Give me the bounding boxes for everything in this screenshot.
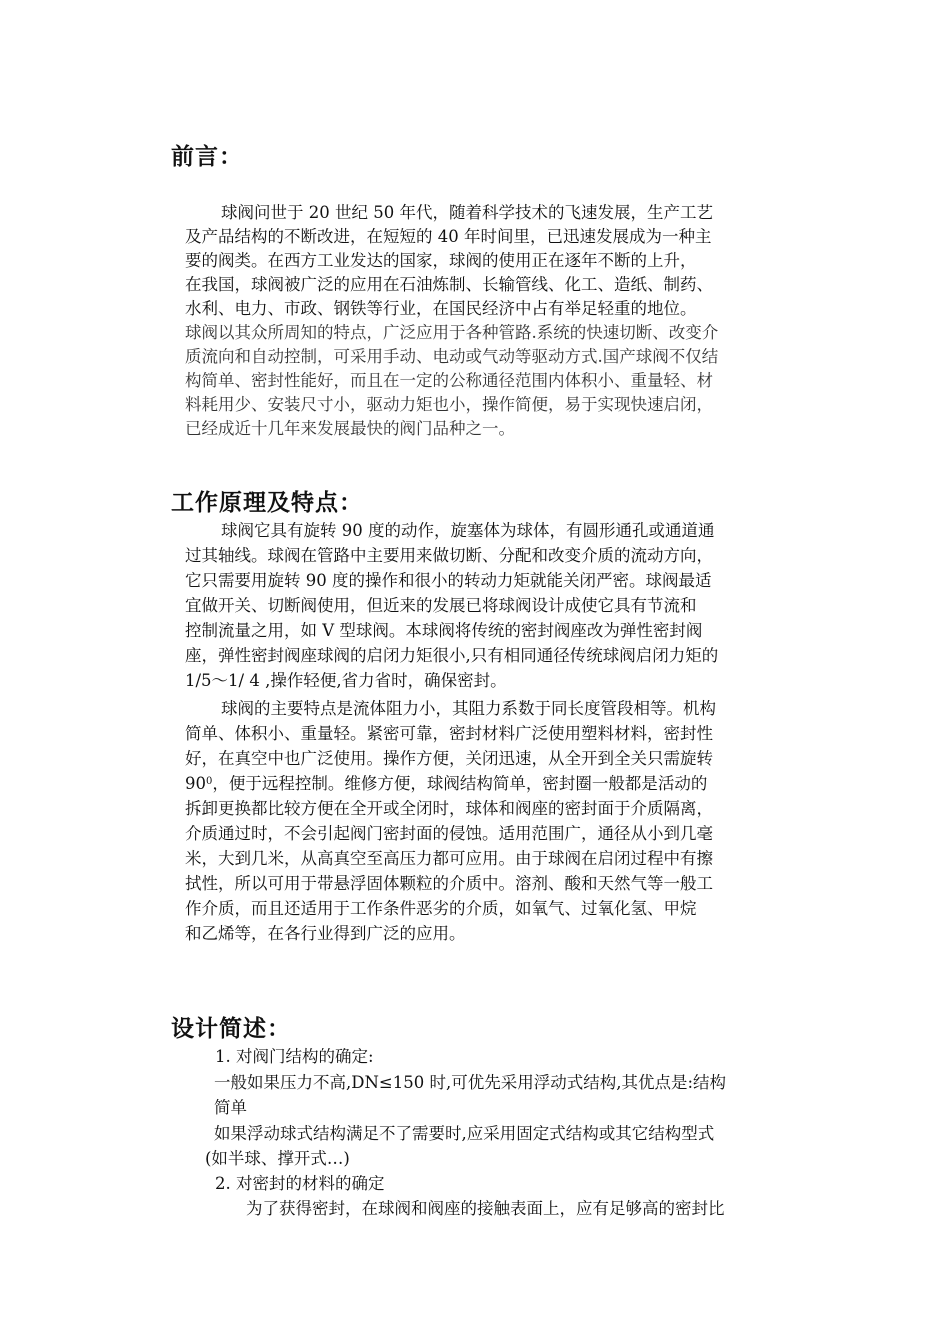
principle-line: 和乙烯等，在各行业得到广泛的应用。 — [185, 924, 466, 943]
design-list-item: 1. 对阀门结构的确定: — [215, 1047, 374, 1066]
principle-line: 过其轴线。球阀在管路中主要用来做切断、分配和改变介质的流动方向， — [185, 546, 713, 565]
design-line: 如果浮动球式结构满足不了需要时,应采用固定式结构或其它结构型式 — [214, 1124, 715, 1143]
preface-line: 质流向和自动控制，可采用手动、电动或气动等驱动方式.国产球阀不仅结 — [185, 347, 719, 366]
principle-line: 宜做开关、切断阀使用，但近来的发展已将球阀设计成使它具有节流和 — [185, 596, 697, 615]
preface-line: 要的阀类。在西方工业发达的国家，球阀的使用正在逐年不断的上升， — [185, 251, 697, 270]
principle-line: 拆卸更换都比较方便在全开或全闭时，球体和阀座的密封面于介质隔离， — [185, 799, 713, 818]
principle-line: 座，弹性密封阀座球阀的启闭力矩很小,只有相同通径传统球阀启闭力矩的 — [185, 646, 719, 665]
design-heading: 设计简述： — [171, 1016, 291, 1042]
preface-line: 球阀问世于 20 世纪 50 年代，随着科学技术的飞速发展，生产工艺 — [221, 203, 713, 222]
principle-heading: 工作原理及特点： — [171, 490, 363, 516]
degree-value: 90 — [185, 774, 206, 793]
preface-line: 水利、电力、市政、钢铁等行业，在国民经济中占有举足轻重的地位。 — [185, 299, 697, 318]
principle-line: 米，大到几米，从高真空至高压力都可应用。由于球阀在启闭过程中有擦 — [185, 849, 713, 868]
principle-line: 球阀它具有旋转 90 度的动作，旋塞体为球体，有圆形通孔或通道通 — [221, 521, 715, 540]
principle-line-text: ，便于远程控制。维修方便，球阀结构简单，密封圈一般都是活动的 — [212, 774, 708, 793]
preface-line: 及产品结构的不断改进，在短短的 40 年时间里，已迅速发展成为一种主 — [185, 227, 712, 246]
principle-line: 它只需要用旋转 90 度的操作和很小的转动力矩就能关闭严密。球阀最适 — [185, 571, 712, 590]
design-line: 一般如果压力不高,DN≤150 时,可优先采用浮动式结构,其优点是:结构 — [214, 1073, 727, 1092]
principle-line: 作介质，而且还适用于工作条件恶劣的介质，如氧气、过氧化氢、甲烷 — [185, 899, 697, 918]
principle-line: 介质通过时，不会引起阀门密封面的侵蚀。适用范围广，通径从小到几毫 — [185, 824, 713, 843]
principle-line-degree — [185, 772, 707, 796]
principle-line: 1/5～1/ 4 ,操作轻便,省力省时，确保密封。 — [185, 671, 507, 690]
preface-line: 球阀以其众所周知的特点，广泛应用于各种管路.系统的快速切断、改变介 — [185, 323, 719, 342]
design-line: 为了获得密封，在球阀和阀座的接触表面上，应有足够高的密封比 — [246, 1199, 725, 1218]
design-line: (如半球、撑开式…) — [205, 1149, 350, 1168]
preface-heading: 前言： — [171, 144, 243, 170]
design-line: 简单 — [214, 1098, 247, 1117]
preface-line: 在我国，球阀被广泛的应用在石油炼制、长输管线、化工、造纸、制药、 — [185, 275, 713, 294]
principle-line: 球阀的主要特点是流体阻力小，其阻力系数于同长度管段相等。机构 — [221, 699, 716, 718]
preface-line: 已经成近十几年来发展最快的阀门品种之一。 — [185, 419, 515, 438]
principle-line: 控制流量之用，如 V 型球阀。本球阀将传统的密封阀座改为弹性密封阀 — [185, 621, 703, 640]
design-list-item: 2. 对密封的材料的确定 — [215, 1174, 385, 1193]
degree-superscript: 0 — [206, 776, 213, 787]
principle-line: 简单、体积小、重量轻。紧密可靠，密封材料广泛使用塑料材料，密封性 — [185, 724, 713, 743]
preface-line: 构简单、密封性能好，而且在一定的公称通径范围内体积小、重量轻、材 — [185, 371, 713, 390]
preface-line: 料耗用少、安装尺寸小，驱动力矩也小，操作简便，易于实现快速启闭， — [185, 395, 713, 414]
principle-line: 好，在真空中也广泛使用。操作方便，关闭迅速，从全开到全关只需旋转 — [185, 749, 713, 768]
principle-line: 拭性，所以可用于带悬浮固体颗粒的介质中。溶剂、酸和天然气等一般工 — [185, 874, 713, 893]
